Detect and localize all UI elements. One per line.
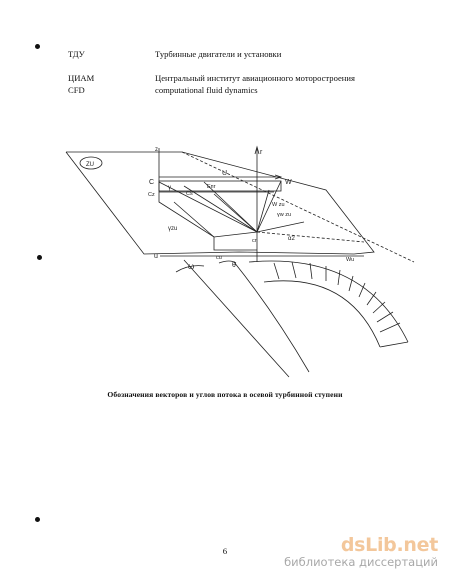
cz-label: Cz [148,192,155,198]
figure-caption: Обозначения векторов и углов потока в осевой турбинной ступени [107,390,343,399]
velocity-box [159,181,281,191]
margin-bullet-3 [35,517,40,522]
abbreviation-definition: computational fluid dynamics [155,85,258,95]
margin-bullet-1 [35,44,40,49]
watermark-subtitle: библиотека диссертаций [284,555,438,569]
blade-base [380,342,408,347]
omega-label: ω [188,262,195,271]
abbreviation-definition: Турбинные двигатели и установки [155,49,282,59]
u-label: U [222,170,228,177]
abbreviation-term: ЦИАМ [68,73,95,83]
e-label: Eпг [207,184,216,190]
abbreviation-term: CFD [68,85,85,95]
guide-line-2 [257,222,304,232]
wzu-label: W zu [272,202,285,208]
theta-label: θ [232,262,236,269]
hub-curve [234,262,309,372]
abbreviation-term: ТДУ [68,49,85,59]
abbreviation-definition: Центральный институт авиационного моторостроения [155,73,355,83]
c-label: C [149,179,155,186]
r-label: r [260,149,263,156]
alpha2-label: α2 [288,236,295,242]
page-number: 6 [222,546,228,556]
zu-label: ZU [86,162,94,168]
czu-label: γzu [168,226,178,232]
hub-edge [184,260,289,377]
margin-bullet-2 [37,255,42,260]
guide-line-1 [257,232,364,242]
w-label: W [285,179,292,186]
turbine-stage-diagram [64,142,419,382]
gamma-label: γ [168,185,171,191]
z-label: z [155,147,158,153]
blade-arc-inner [264,281,380,347]
cr-label: cr [252,238,257,244]
cs-label: Cs [186,191,193,197]
wu-label: Wu [346,257,355,263]
wedge-inner [214,237,257,250]
u-axis-label: u [154,253,158,260]
gwzu-label: γw zu [277,212,292,218]
cu-label: cu [216,255,222,261]
watermark-logo: dsLib.net [340,534,438,556]
